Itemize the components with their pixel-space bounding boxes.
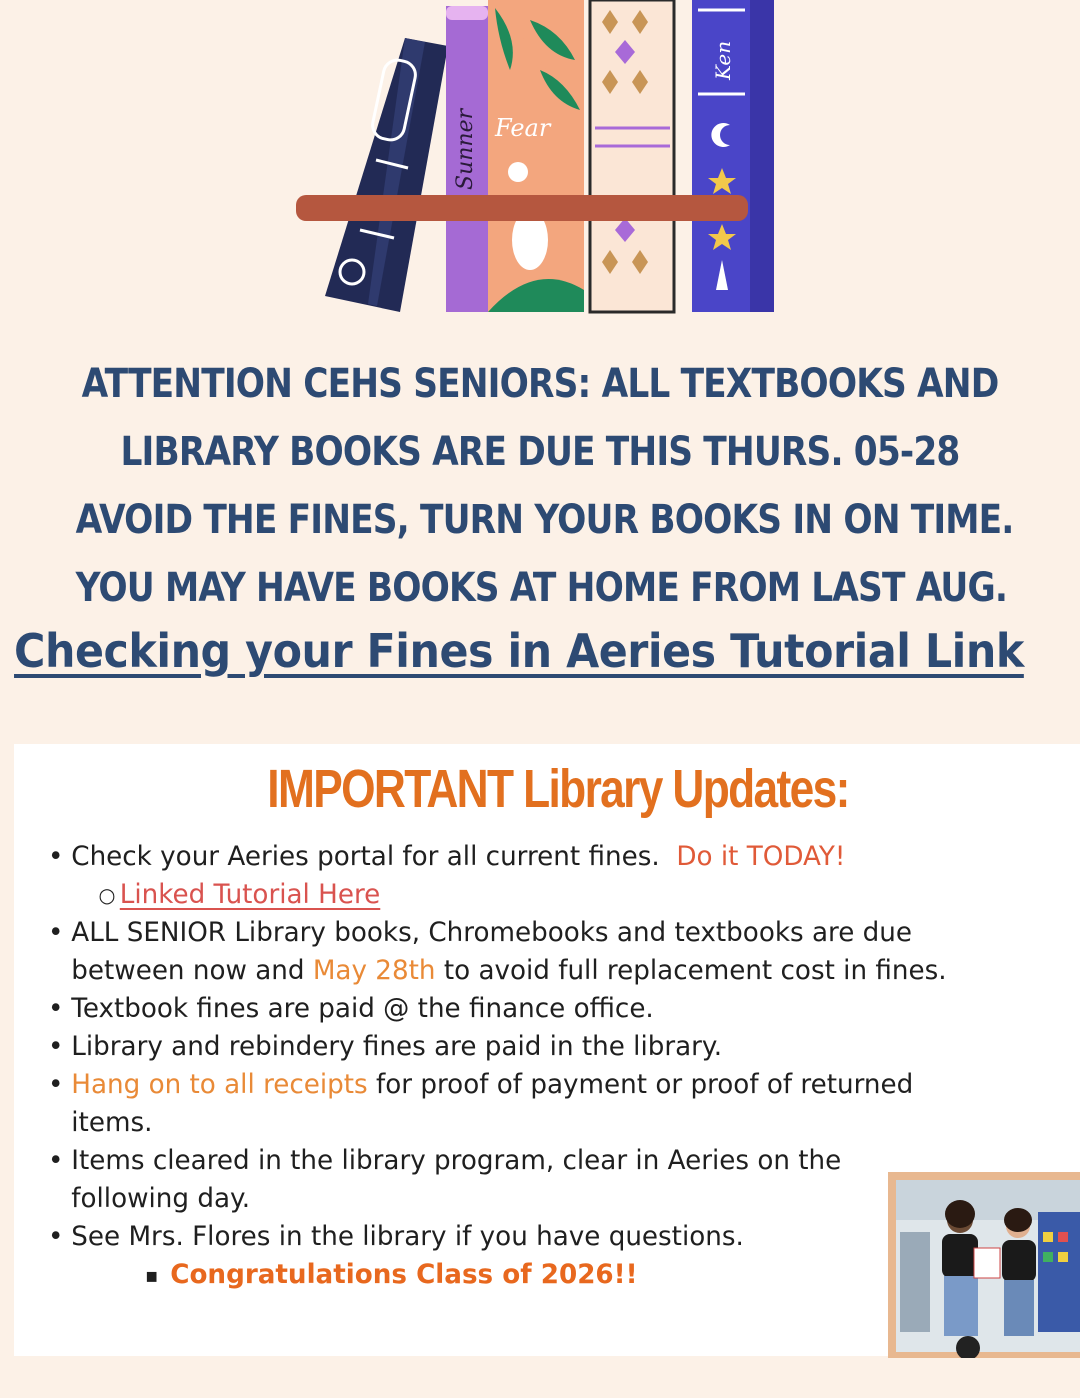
- peach-book-icon: [488, 0, 584, 312]
- list-item: • ALL SENIOR Library books, Chromebooks and textbooks are due: [48, 914, 1047, 952]
- purple-book-icon: [446, 6, 488, 312]
- due-date-highlight: May 28th: [312, 955, 436, 986]
- books-illustration: [290, 0, 790, 315]
- bullet-icon: •: [48, 1069, 64, 1100]
- headline-line-1: ATTENTION CEHS SENIORS: ALL TEXTBOOKS AND: [81, 361, 999, 407]
- list-item: • Check your Aeries portal for all current fines. Do it TODAY!: [48, 838, 1047, 876]
- list-item-continuation: following day.: [71, 1183, 251, 1214]
- list-item-continuation: between now and May 28th to avoid full replacement cost in fines.: [71, 955, 947, 986]
- list-item-continuation: items.: [71, 1107, 153, 1138]
- list-item: • See Mrs. Flores in the library if you have questions.: [48, 1218, 1047, 1256]
- bullet-icon: •: [48, 841, 64, 872]
- book-spine-text: Fear: [495, 114, 551, 142]
- receipts-highlight: Hang on to all receipts: [71, 1069, 368, 1100]
- shelf: [296, 195, 748, 221]
- list-item: • Items cleared in the library program, clear in Aeries on the: [48, 1142, 1047, 1180]
- headline-line-3: AVOID THE FINES, TURN YOUR BOOKS IN ON TIME.: [75, 497, 1014, 543]
- headline-line-2: LIBRARY BOOKS ARE DUE THIS THURS. 05-28: [120, 429, 960, 475]
- navy-book-icon: [325, 38, 448, 312]
- square-bullet-icon: ▪: [145, 1263, 159, 1287]
- book-spine-text: Ken: [711, 40, 735, 80]
- list-item: [48, 876, 1047, 914]
- bullet-icon: •: [48, 1031, 64, 1062]
- aeries-tutorial-link[interactable]: Checking your Fines in Aeries Tutorial Link: [14, 624, 1024, 678]
- congratulations-text: Congratulations Class of 2026!!: [170, 1259, 638, 1290]
- bullet-icon: •: [48, 993, 64, 1024]
- cream-book-icon: [590, 0, 674, 312]
- do-it-today-highlight: Do it TODAY!: [676, 841, 846, 872]
- list-item: • Library and rebindery fines are paid in the library.: [48, 1028, 1047, 1066]
- updates-title: IMPORTANT Library Updates:: [267, 759, 849, 819]
- headline: [75, 350, 1014, 622]
- list-item: • Hang on to all receipts for proof of payment or proof of returned: [48, 1066, 1047, 1104]
- blue-book-icon: [692, 0, 774, 312]
- bullet-icon: •: [48, 1145, 64, 1176]
- linked-tutorial-link[interactable]: Linked Tutorial Here: [119, 879, 381, 910]
- headline-line-4: YOU MAY HAVE BOOKS AT HOME FROM LAST AUG.: [75, 565, 1008, 611]
- list-item: • Textbook fines are paid @ the finance office.: [48, 990, 1047, 1028]
- bullet-icon: •: [48, 1221, 64, 1252]
- book-spine-text: Sunner: [453, 108, 478, 190]
- students-photo: [888, 1172, 1080, 1358]
- circle-bullet-icon: ○: [98, 883, 116, 907]
- bullet-icon: •: [48, 917, 64, 948]
